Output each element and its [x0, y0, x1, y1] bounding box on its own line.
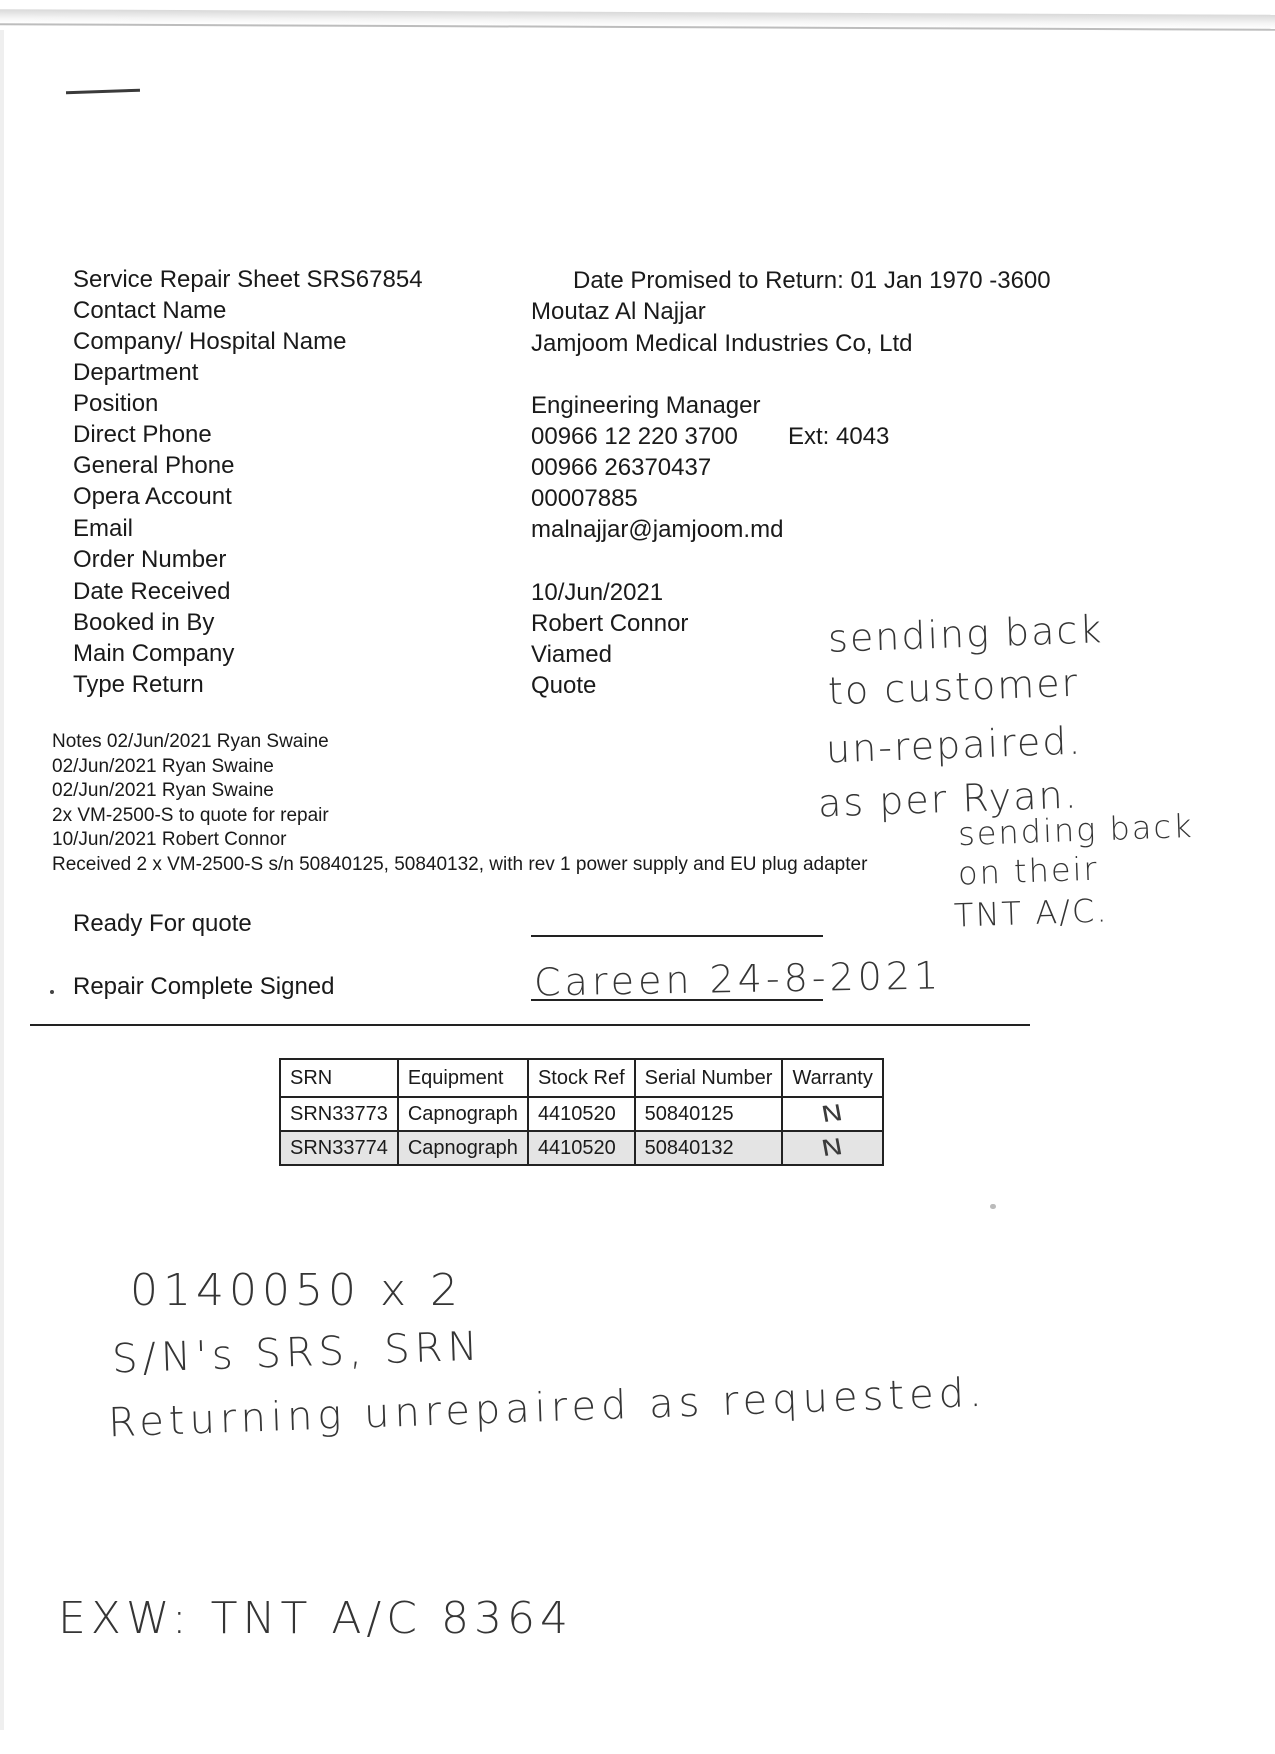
cell-serial: 50840132	[635, 1131, 783, 1165]
note-line: 2x VM-2500-S to quote for repair	[52, 804, 329, 826]
date-promised: Date Promised to Return: 01 Jan 1970 -3600	[573, 267, 1051, 294]
scan-shadow	[0, 9, 1275, 31]
label-department: Department	[73, 359, 199, 386]
repair-complete-label: Repair Complete Signed	[73, 973, 335, 1000]
cell-warranty	[782, 1131, 882, 1165]
value-opera-account: 00007885	[531, 485, 638, 512]
cell-srn: SRN33773	[280, 1097, 398, 1131]
label-contact-name: Contact Name	[73, 297, 227, 324]
label-type-return: Type Return	[73, 671, 204, 698]
stray-mark	[50, 990, 54, 994]
handwritten-part-qty: 0140050 x 2	[130, 1265, 463, 1316]
section-divider	[30, 1024, 1030, 1026]
label-opera-account: Opera Account	[73, 483, 232, 510]
label-email: Email	[73, 515, 134, 542]
header-stock-ref: Stock Ref	[528, 1059, 635, 1097]
sheet-title: Service Repair Sheet SRS67854	[73, 266, 423, 293]
handwritten-note-line: un-repaired.	[825, 718, 1084, 772]
cell-equipment: Capnograph	[398, 1097, 528, 1131]
label-main-company: Main Company	[73, 640, 235, 667]
header-serial-number: Serial Number	[635, 1059, 783, 1097]
value-email: malnajjar@jamjoom.md	[531, 516, 784, 543]
scan-speck	[990, 1204, 996, 1209]
note-line: Notes 02/Jun/2021 Ryan Swaine	[52, 731, 329, 752]
value-contact-name: Moutaz Al Najjar	[531, 298, 706, 325]
cell-stock-ref: 4410520	[528, 1097, 635, 1131]
handwritten-note-line: TNT A/C.	[953, 891, 1110, 935]
value-booked-in-by: Robert Connor	[531, 610, 689, 637]
handwritten-warranty: N	[819, 1134, 846, 1162]
equipment-table	[279, 1058, 884, 1166]
handwritten-note-line: to customer	[827, 660, 1080, 714]
value-type-return: Quote	[531, 672, 597, 699]
value-main-company: Viamed	[531, 641, 612, 668]
label-direct-phone: Direct Phone	[73, 421, 212, 448]
cell-warranty	[782, 1097, 882, 1131]
value-direct-phone-ext: Ext: 4043	[788, 423, 890, 450]
handwritten-note-line: on their	[957, 849, 1100, 893]
handwritten-note-line: sending back	[957, 806, 1195, 854]
table-row	[280, 1097, 883, 1131]
handwritten-note-line: sending back	[827, 607, 1104, 661]
table-row	[280, 1131, 883, 1165]
header-equipment: Equipment	[398, 1059, 528, 1097]
value-direct-phone: 00966 12 220 3700	[531, 423, 738, 450]
note-line: 02/Jun/2021 Ryan Swaine	[52, 755, 274, 777]
label-booked-in-by: Booked in By	[73, 609, 215, 636]
handwritten-footer: EXW: TNT A/C 8364	[58, 1593, 573, 1644]
header-warranty: Warranty	[782, 1059, 882, 1097]
label-general-phone: General Phone	[73, 452, 235, 479]
label-date-received: Date Received	[73, 578, 231, 605]
cell-srn: SRN33774	[280, 1131, 398, 1165]
table-header-row	[280, 1059, 883, 1097]
handwritten-note-line: as per Ryan.	[817, 772, 1080, 826]
pen-mark	[66, 89, 140, 95]
scan-edge	[0, 30, 4, 1730]
note-line: 02/Jun/2021 Ryan Swaine	[52, 780, 274, 801]
value-position: Engineering Manager	[531, 392, 761, 419]
handwritten-warranty: N	[819, 1100, 846, 1128]
ready-for-quote-line	[531, 935, 823, 937]
value-general-phone: 00966 26370437	[531, 454, 712, 481]
value-company: Jamjoom Medical Industries Co, Ltd	[531, 330, 913, 357]
handwritten-signature: Careen 24-8-2021	[533, 953, 943, 1005]
label-order-number: Order Number	[73, 546, 227, 573]
cell-stock-ref: 4410520	[528, 1131, 635, 1165]
value-date-received: 10/Jun/2021	[531, 579, 664, 606]
label-company: Company/ Hospital Name	[73, 328, 347, 355]
handwritten-returning-note: Returning unrepaired as requested.	[107, 1369, 988, 1447]
header-srn: SRN	[280, 1059, 398, 1097]
note-line: 10/Jun/2021 Robert Connor	[52, 829, 287, 850]
label-position: Position	[73, 390, 159, 417]
cell-serial: 50840125	[635, 1097, 783, 1131]
note-line: Received 2 x VM-2500-S s/n 50840125, 50840132, with rev 1 power supply and EU plug adapter	[52, 853, 868, 875]
notes-block	[52, 730, 867, 877]
ready-for-quote-label: Ready For quote	[73, 910, 252, 937]
handwritten-sn-ref: S/N's SRS, SRN	[111, 1323, 484, 1383]
cell-equipment: Capnograph	[398, 1131, 528, 1165]
